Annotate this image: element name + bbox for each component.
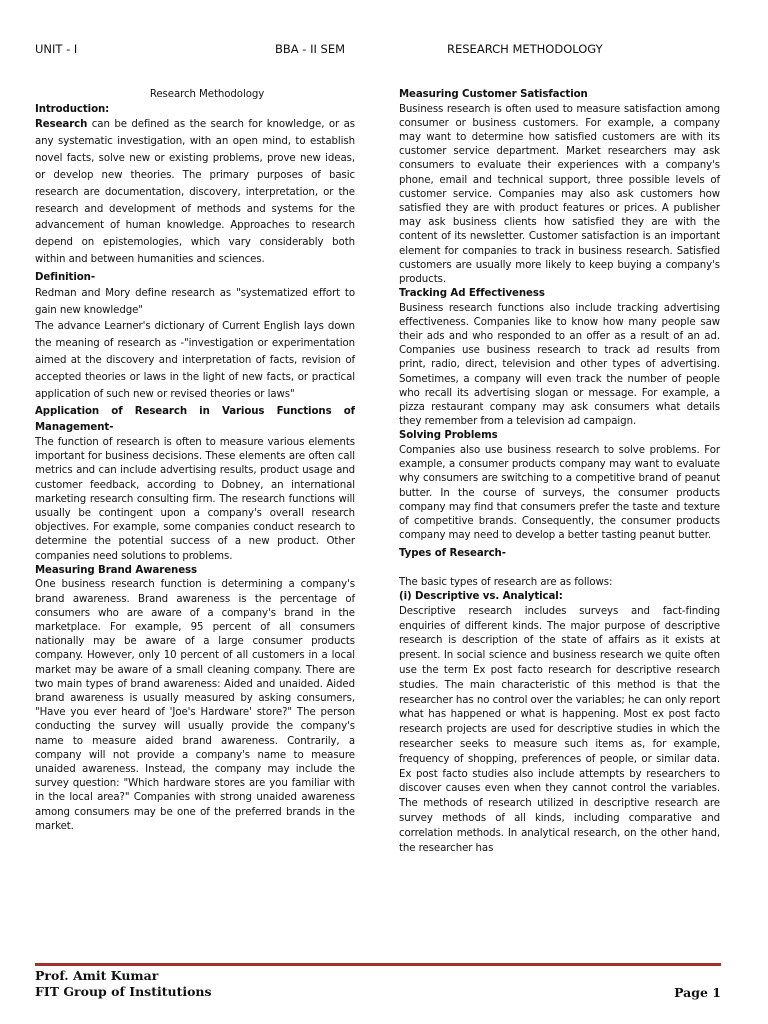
customer-satisfaction-heading: Measuring Customer Satisfaction	[399, 89, 588, 100]
definition-paragraph-2: The advance Learner's dictionary of Current English lays down the meaning of research as -"investigation or experimentation aimed at the discovery and interpretation of facts, revision of accepted theories or laws in the light of new facts, or practical application of such new or revised theories or laws"	[35, 321, 355, 401]
right-column	[399, 88, 720, 856]
introduction-text: can be defined as the search for knowledge, or as any systematic investigation, with an open mind, to establish novel facts, solve new or existing problems, prove new ideas, or develop new theories. The primary purposes of basic research are documentation, discovery, interpretation, or the research and development of methods and systems for the advancement of human knowledge. Approaches to research depend on epistemologies, which vary considerably both within and between humanities and sciences.	[35, 119, 355, 266]
research-term: Research	[35, 119, 88, 130]
left-column	[35, 88, 355, 834]
application-heading: Application of Research in Various Functions of Management-	[35, 406, 355, 433]
tracking-ad-heading: Tracking Ad Effectiveness	[399, 288, 545, 300]
descriptive-heading: (i) Descriptive vs. Analytical:	[399, 591, 563, 603]
page-number: Page 1	[674, 985, 721, 1000]
brand-awareness-paragraph: One business research function is determining a company's brand awareness. Brand awareness is the percentage of consumers who are aware of a company's brand in the marketplace. For example, 95 percent of all consumers nationally may be aware of a large consumer products company. However, only 10 percent of all customers in a local market may be aware of a small cleaning company. There are two main types of brand awareness: Aided and unaided. Aided brand awareness is usually measured by asking consumers, "Have you ever heard of 'Joe's Hardware' store?" The person conducting the survey will usually provide the company's name to measure aided brand awareness. Contrarily, a company will not provide a company's name to measure unaided awareness. Instead, the company may include the survey question: "Which hardware stores are you familiar with in the local area?" Companies with strong unaided awareness among consumers may be one of the preferred brands in the market.	[35, 579, 355, 832]
customer-satisfaction-paragraph: Business research is often used to measure satisfaction among consumer or business customers. For example, a company may want to determine how satisfied customers are with its customer service department. Market researchers may ask consumers to evaluate their experiences with a company's phone, email and technical support, three possible levels of customer service. Companies may also ask customers how satisfied they are with product features or prices. A publisher may ask business clients how satisfied they are with the content of its newsletter. Customer satisfaction is an important element for companies to track in business research. Satisfied customers are usually more likely to keep buying a company's products.	[399, 103, 720, 285]
tracking-ad-paragraph: Business research functions also include tracking advertising effectiveness. Companies like to know how many people saw their ads and who responded to an offer as a result of an ad. Companies use business research to track ad results from print, radio, direct, television and other types of advertising. Sometimes, a company will even track the number of people who recall its advertising slogan or message. For example, a pizza restaurant company may ask consumers what details they remember from a television ad campaign.	[399, 302, 720, 428]
page-header	[35, 42, 715, 62]
introduction-heading: Introduction:	[35, 103, 110, 115]
descriptive-paragraph: Descriptive research includes surveys and fact-finding enquiries of different kinds. The major purpose of descriptive research is description of the state of affairs as it exists at present. In social science and business research we quite often use the term Ex post facto research for descriptive research studies. The main characteristic of this method is that the researcher has no control over the variables; he can only report what has happened or what is happening. Most ex post facto research projects are used for descriptive studies in which the researcher seeks to measure such items as, for example, frequency of shopping, preferences of people, or similar data. Ex post facto studies also include attempts by researchers to discover causes even when they cannot control the variables. The methods of research utilized in descriptive research are survey methods of all kinds, including comparative and correlation methods. In analytical research, on the other hand, the researcher has	[399, 605, 720, 854]
header-unit: UNIT - I	[35, 42, 78, 56]
definition-paragraph-1: Redman and Mory define research as "systematized effort to gain new knowledge"	[35, 287, 355, 316]
definition-heading: Definition-	[35, 272, 95, 284]
solving-problems-heading: Solving Problems	[399, 430, 498, 442]
document-title: Research Methodology	[149, 89, 265, 100]
types-intro: The basic types of research are as follows:	[399, 576, 613, 588]
footer-institution: FIT Group of Institutions	[35, 984, 212, 999]
introduction-paragraph	[35, 117, 355, 269]
application-paragraph: The function of research is often to measure various elements important for business decisions. These elements are often call metrics and can include advertising results, product usage and customer feedback, according to Dobney, an international marketing research consulting firm. The research functions will usually be contingent upon a company's overall research objectives. For example, some companies conduct research to determine the potential success of a new product. Other companies need solutions to problems.	[35, 437, 355, 562]
footer-author: Prof. Amit Kumar	[35, 968, 159, 983]
brand-awareness-heading: Measuring Brand Awareness	[35, 564, 197, 576]
header-semester: BBA - II SEM	[275, 42, 346, 56]
types-of-research-heading: Types of Research-	[399, 548, 506, 560]
footer-credits	[35, 968, 212, 1000]
header-subject: RESEARCH METHODOLOGY	[447, 42, 603, 56]
footer-rule	[35, 963, 721, 966]
solving-problems-paragraph: Companies also use business research to solve problems. For example, a consumer products company may want to evaluate why consumers are switching to a competitive brand of peanut butter. In the course of surveys, the consumer products company may find that consumers prefer the taste and texture of competitive brands. Consequently, the consumer products company may need to develop a better tasting peanut butter.	[399, 444, 720, 542]
